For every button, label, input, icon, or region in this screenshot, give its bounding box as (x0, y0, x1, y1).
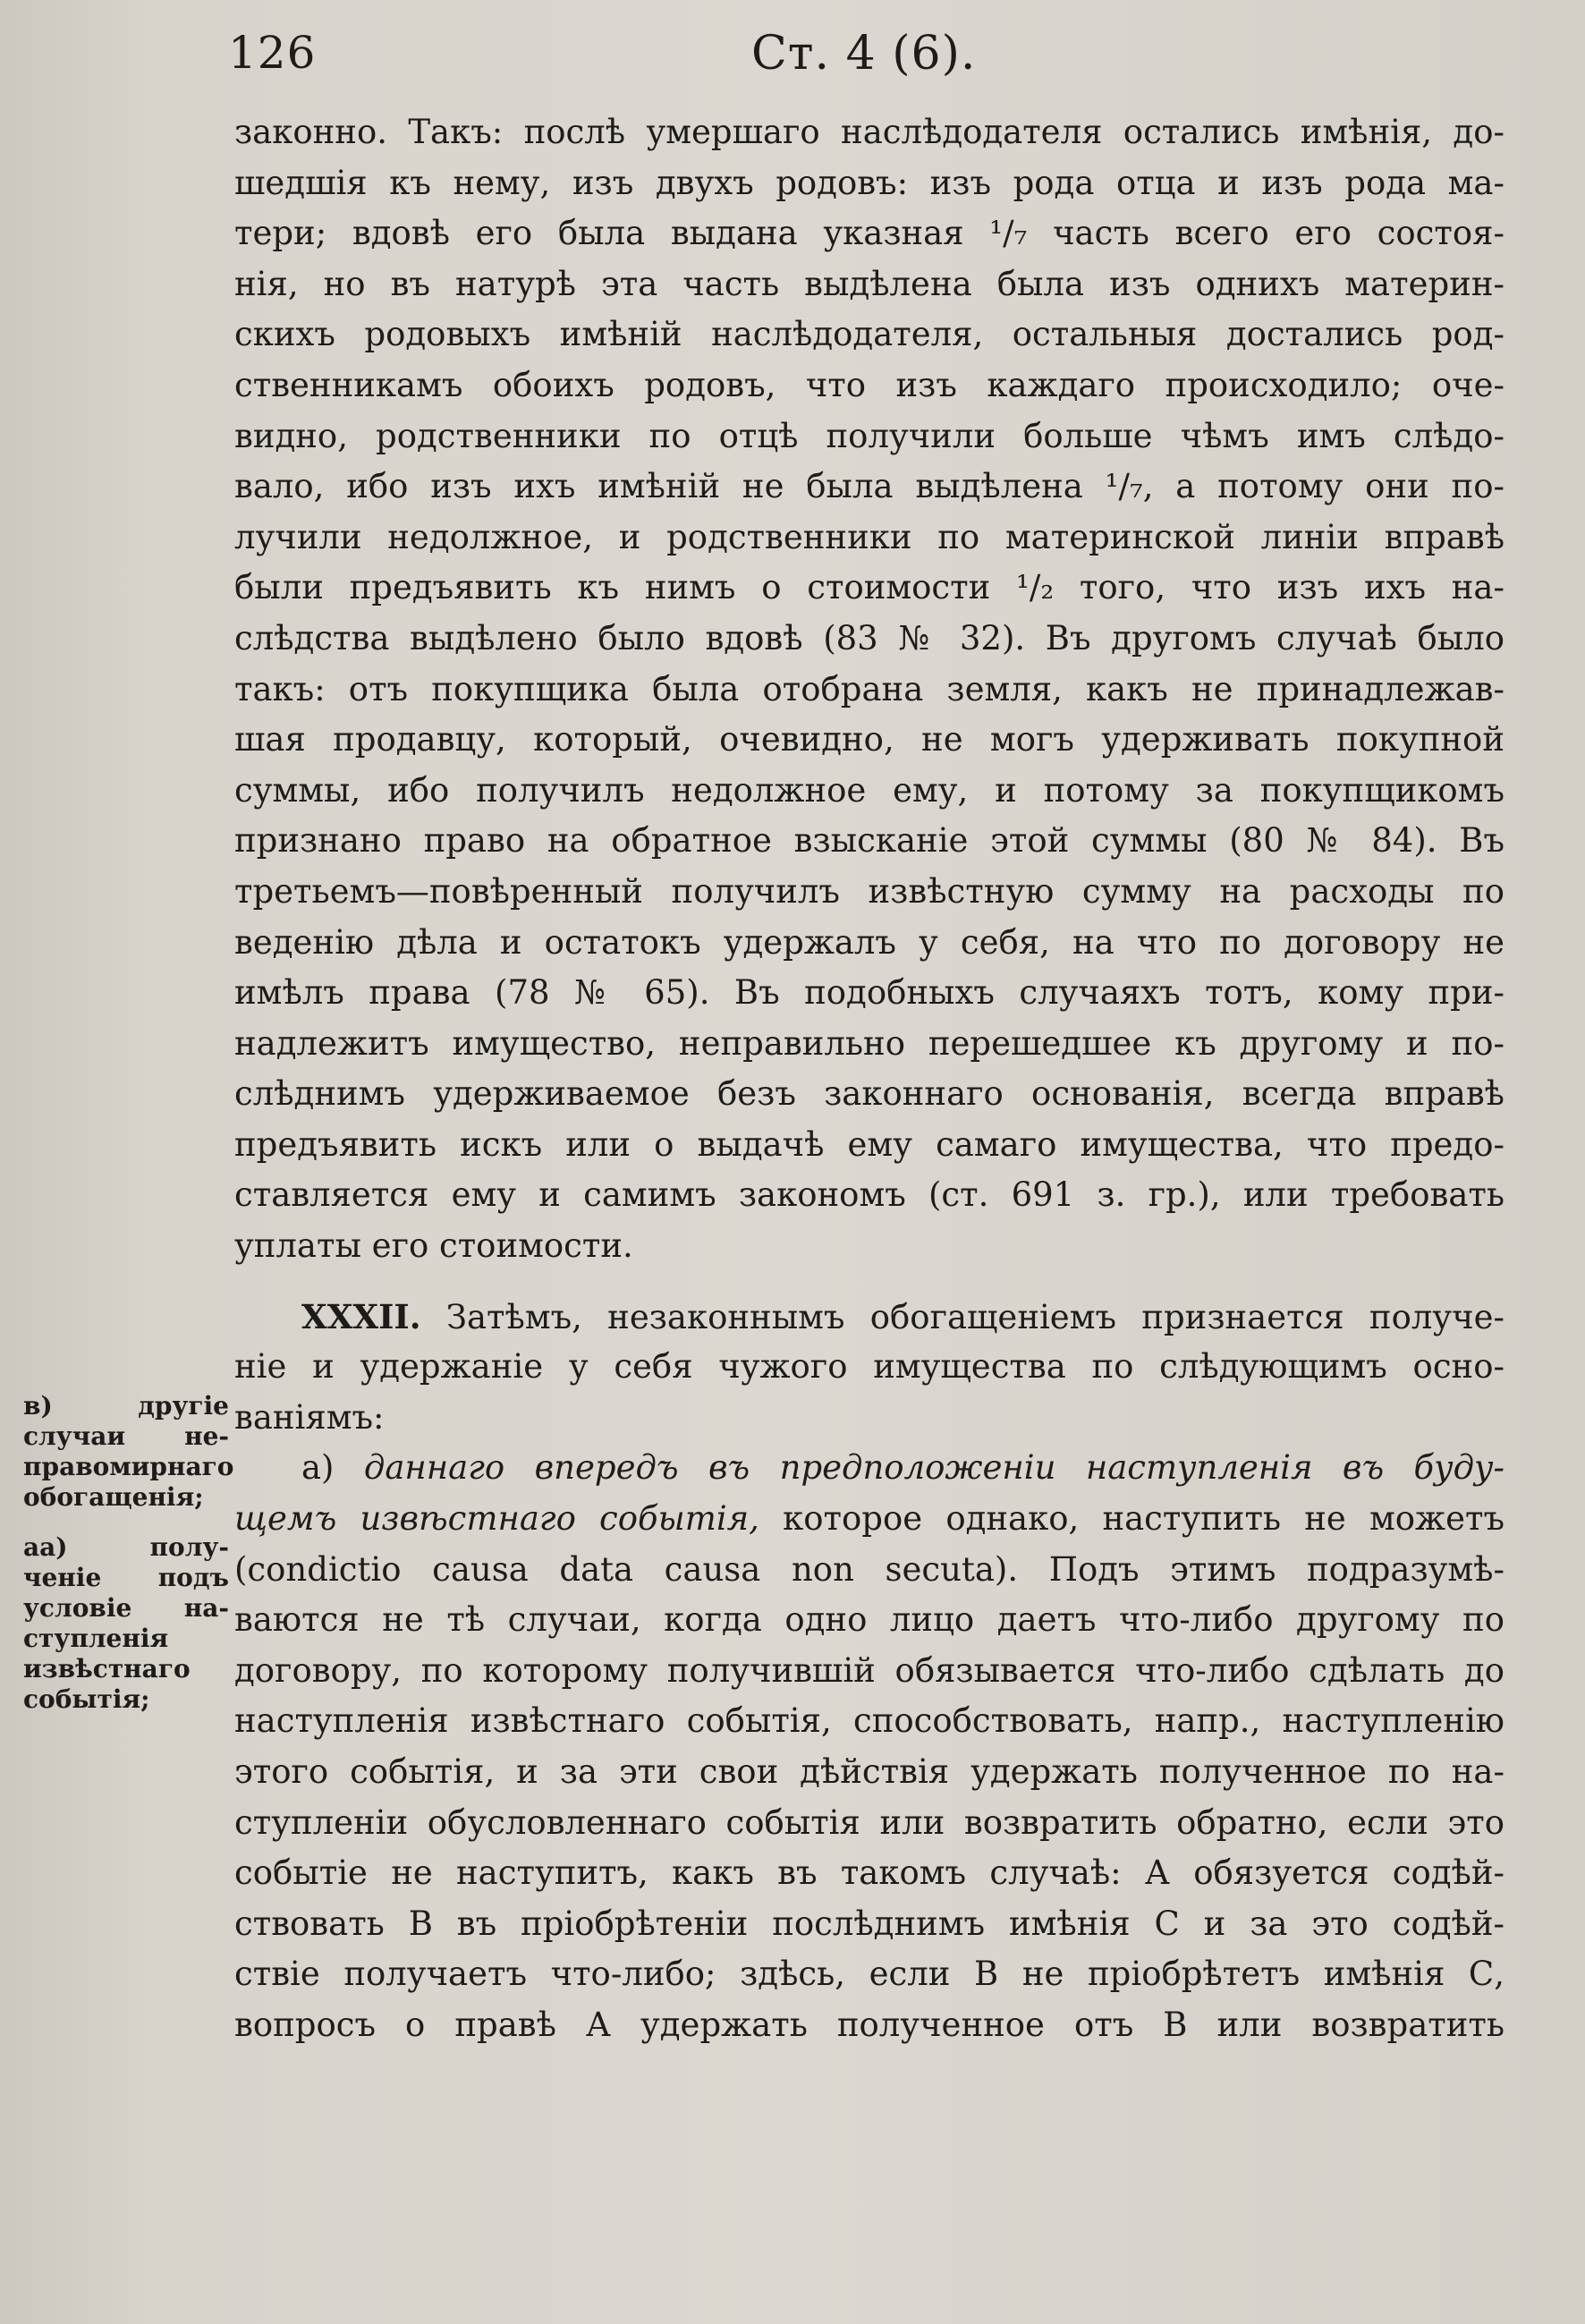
text-line: уплаты его стоимости. (234, 1226, 633, 1266)
section-number: XXXII. (301, 1296, 421, 1336)
text-line: слѣднимъ удерживаемое безъ законнаго основанія, всегда вправѣ (234, 1074, 1504, 1114)
margin-notes (23, 1391, 234, 1715)
text-line: ствовать В въ пріобрѣтеніи послѣднимъ имѣнія С и за это содѣй- (234, 1904, 1504, 1943)
margin-note-other-cases (23, 1391, 234, 1513)
text-line: признано право на обратное взысканіе этой суммы (80 № 84). Въ (234, 821, 1504, 861)
margin-note-line: ступленія (23, 1624, 169, 1653)
margin-note-line: аа) полу- (23, 1532, 229, 1562)
margin-note-condition (23, 1532, 229, 1715)
text-line: были предъявить къ нимъ о стоимости ¹/₂ того, что изъ ихъ на- (234, 568, 1504, 607)
margin-note-line: событія; (23, 1684, 150, 1714)
paragraph-continuation (234, 107, 1504, 1272)
text-line: скихъ родовыхъ имѣній наслѣдодателя, остальныя достались род- (234, 315, 1504, 354)
margin-note-line: извѣстнаго (23, 1654, 191, 1684)
margin-note-line: обогащенія; (23, 1482, 204, 1512)
text-line: видно, родственники по отцѣ получили больше чѣмъ имъ слѣдо- (234, 416, 1504, 455)
text-line: такъ: отъ покупщика была отобрана земля, какъ не принадлежав- (234, 669, 1504, 708)
margin-note-line: ченіе подъ (23, 1563, 229, 1592)
item-a-emphasis: щемъ извѣстнаго событія, (234, 1499, 759, 1539)
page-number: 126 (228, 27, 317, 79)
text-line: вало, ибо изъ ихъ имѣній не была выдѣлена ¹/₇, а потому они по- (234, 467, 1504, 506)
section-first-line (234, 1292, 1504, 1343)
text-line: ваніямъ: (234, 1397, 385, 1437)
margin-note-gap (23, 1513, 229, 1532)
item-a-second-line (234, 1494, 1504, 1545)
page-header (0, 27, 1585, 89)
text-line: суммы, ибо получилъ недолжное ему, и потому за покупщикомъ (234, 770, 1504, 810)
item-marker: а) (301, 1448, 335, 1488)
item-a-first-line (234, 1443, 1504, 1494)
text-line: предъявить искъ или о выдачѣ ему самаго имущества, что предо- (234, 1124, 1504, 1164)
text-line: слѣдства выдѣлено было вдовѣ (83 № 32). Въ другомъ случаѣ было (234, 618, 1504, 657)
text-line: событіе не наступитъ, какъ въ такомъ случаѣ: А обязуется содѣй- (234, 1853, 1504, 1893)
text-line: веденію дѣла и остатокъ удержалъ у себя, на что по договору не (234, 922, 1504, 962)
section-line-text: Затѣмъ, незаконнымъ обогащеніемъ признается получе- (445, 1297, 1505, 1336)
text-line: имѣлъ права (78 № 65). Въ подобныхъ случаяхъ тотъ, кому при- (234, 973, 1504, 1013)
item-a-text: которое однако, наступить не можетъ (783, 1499, 1504, 1539)
running-head: Ст. 4 (6). (751, 27, 977, 81)
text-line: нія, но въ натурѣ эта часть выдѣлена была изъ однихъ материн- (234, 264, 1504, 303)
margin-note-line: в) другіе (23, 1391, 229, 1421)
text-line: ственникамъ обоихъ родовъ, что изъ каждаго происходило; оче- (234, 365, 1504, 404)
main-text (234, 107, 1504, 2051)
text-line: шедшія къ нему, изъ двухъ родовъ: изъ рода отца и изъ рода ма- (234, 163, 1504, 202)
text-line: ставляется ему и самимъ закономъ (ст. 691 з. гр.), или требовать (234, 1175, 1504, 1215)
text-line: законно. Такъ: послѣ умершаго наслѣдодателя остались имѣнія, до- (234, 113, 1504, 151)
margin-note-line: случаи не- (23, 1421, 229, 1451)
text-line: этого событія, и за эти свои дѣйствія удержать полученное по на- (234, 1752, 1504, 1791)
text-line: ствіе получаетъ что-либо; здѣсь, если В не пріобрѣтетъ имѣнія С, (234, 1955, 1504, 1994)
text-line: шая продавцу, который, очевидно, не могъ удерживать покупной (234, 720, 1504, 759)
item-a (234, 1443, 1504, 2050)
paragraph-gap (234, 1272, 1504, 1292)
text-line: наступленія извѣстнаго событія, способствовать, напр., наступленію (234, 1701, 1504, 1741)
text-line: (condictio causa data causa non secuta). Подъ этимъ подразумѣ- (234, 1549, 1504, 1589)
item-a-emphasis: даннаго впередъ въ предположеніи наступленія въ буду- (363, 1448, 1504, 1488)
section-xxxii (234, 1292, 1504, 1444)
text-line: надлежитъ имущество, неправильно перешедшее къ другому и по- (234, 1023, 1504, 1063)
text-line: договору, по которому получившій обязывается что-либо сдѣлать до (234, 1650, 1504, 1690)
text-line: тери; вдовѣ его была выдана указная ¹/₇ часть всего его состоя- (234, 214, 1504, 253)
text-line: ваются не тѣ случаи, когда одно лицо даетъ что-либо другому по (234, 1600, 1504, 1640)
text-line: вопросъ о правѣ А удержать полученное отъ В или возвратить (234, 2005, 1504, 2044)
text-line: третьемъ—повѣренный получилъ извѣстную сумму на расходы по (234, 871, 1504, 911)
text-line: ступленіи обусловленнаго событія или возвратить обратно, если это (234, 1802, 1504, 1842)
margin-note-line: правомирнаго (23, 1452, 234, 1481)
margin-note-line: условіе на- (23, 1593, 229, 1623)
text-line: лучили недолжное, и родственники по материнской линіи вправѣ (234, 517, 1504, 556)
text-line: ніе и удержаніе у себя чужого имущества по слѣдующимъ осно- (234, 1347, 1504, 1387)
